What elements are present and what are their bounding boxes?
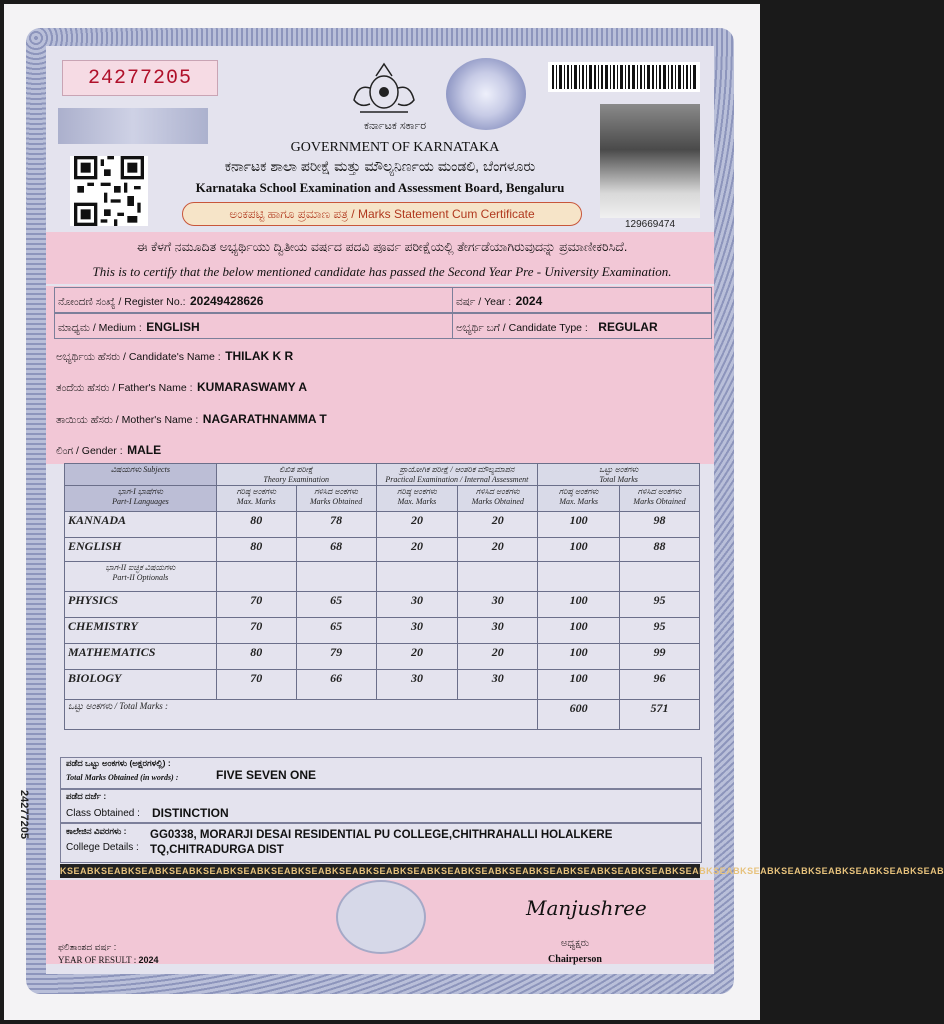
father-name-label: ತಂದೆಯ ಹೆಸರು / Father's Name : — [56, 382, 193, 394]
security-strip: KSEABKSEABKSEABKSEABKSEABKSEABKSEABKSEABKSEABKSEABKSEABKSEABKSEABKSEABKSEABKSEABKSEABKSEABKSEABKSEABKSEABKSEABKSEABKSEABKSEABKSEAB — [60, 866, 944, 876]
col-obtained: ಗಳಿಸಿದ ಅಂಕಗಳು Marks Obtained — [296, 486, 376, 512]
board-name-kannada: ಕರ್ನಾಟಕ ಶಾಲಾ ಪರೀಕ್ಷೆ ಮತ್ತು ಮೌಲ್ಯನಿರ್ಣಯ ಮಂಡಲಿ, ಬೆಂಗಳೂರು — [224, 158, 536, 174]
mother-name: NAGARATHNAMMA T — [202, 412, 327, 426]
college-label: College Details : — [66, 842, 139, 853]
total-row — [65, 700, 700, 730]
photo-number: 129669474 — [624, 219, 676, 230]
father-name: KUMARASWAMY A — [196, 380, 307, 394]
table-row: PHYSICS 70 65 30 30 100 95 — [65, 592, 700, 618]
candidate-type-value: REGULAR — [598, 320, 658, 334]
marks-table — [64, 463, 700, 730]
barcode-icon — [548, 62, 700, 92]
practical-header: ಪ್ರಾಯೋಗಿಕ ಪರೀಕ್ಷೆ / ಆಂತರಿಕ ಮೌಲ್ಯಮಾಪನ Practical Examination / Internal Assessment — [376, 464, 538, 486]
college-line-2: TQ,CHITRADURGA DIST — [150, 844, 284, 856]
candidate-name: THILAK K R — [225, 349, 294, 363]
register-number: 20249428626 — [189, 294, 264, 308]
chairperson-label-kannada: ಅಧ್ಯಕ್ಷರು — [560, 938, 590, 949]
hologram-strip — [58, 108, 208, 144]
result-year-label: YEAR OF RESULT : — [58, 955, 137, 965]
class-label-kannada: ಪಡೆದ ದರ್ಜೆ : — [66, 791, 107, 801]
total-max: 600 — [538, 700, 620, 730]
gender-value: MALE — [127, 443, 162, 457]
total-in-words: FIVE SEVEN ONE — [216, 768, 317, 782]
col-max: ಗರಿಷ್ಠ ಅಂಕಗಳು Max. Marks — [216, 486, 296, 512]
certify-text-english: This is to certify that the below mentioned candidate has passed the Second Year Pre - University Examination. — [92, 264, 672, 279]
chairperson-label: Chairperson — [548, 954, 602, 965]
table-row: MATHEMATICS 80 79 20 20 100 99 — [65, 644, 700, 670]
table-row: KANNADA 80 78 20 20 100 98 — [65, 512, 700, 538]
result-year: 2024 — [138, 955, 159, 965]
subjects-header: ವಿಷಯಗಳು Subjects — [65, 464, 217, 486]
chairperson-signature: Manjushree — [526, 896, 647, 920]
words-label-kannada: ಪಡೆದ ಒಟ್ಟು ಅಂಕಗಳು (ಅಕ್ಷರಗಳಲ್ಲಿ) : — [66, 758, 171, 768]
medium-value: ENGLISH — [146, 320, 200, 334]
part2-header: ಭಾಗ-II ಐಚ್ಛಿಕ ವಿಷಯಗಳು Part-II Optionals — [65, 562, 217, 592]
candidate-type-label: ಅಭ್ಯರ್ಥಿ ಬಗೆ / Candidate Type : — [456, 322, 588, 334]
class-label: Class Obtained : — [66, 808, 140, 819]
certificate-title: ಅಂಕಪಟ್ಟಿ ಹಾಗೂ ಪ್ರಮಾಣ ಪತ್ರ / Marks Statement Cum Certificate — [182, 202, 582, 226]
col-obtained: ಗಳಿಸಿದ ಅಂಕಗಳು Marks Obtained — [458, 486, 538, 512]
col-max: ಗರಿಷ್ಠ ಅಂಕಗಳು Max. Marks — [538, 486, 620, 512]
table-row: ENGLISH 80 68 20 20 100 88 — [65, 538, 700, 562]
side-serial-number: 24277205 — [18, 790, 30, 839]
certify-text-kannada: ಈ ಕೆಳಗೆ ನಮೂದಿತ ಅಭ್ಯರ್ಥಿಯು ದ್ವಿತೀಯ ವರ್ಷದ ಪದವಿ ಪೂರ್ವ ಪರೀಕ್ಷೆಯಲ್ಲಿ ತೇರ್ಗಡೆಯಾಗಿರುವುದನ್ನು ಪ್ರಮಾಣೀಕರಿಸಿದೆ. — [136, 240, 628, 254]
embossed-seal — [336, 880, 426, 954]
gender-label: ಲಿಂಗ / Gender : — [56, 445, 123, 457]
college-label-kannada: ಕಾಲೇಜಿನ ವಿವರಗಳು : — [66, 826, 127, 836]
result-year-label-kannada: ಫಲಿತಾಂಶದ ವರ್ಷ : — [58, 942, 117, 952]
table-row: BIOLOGY 70 66 30 30 100 96 — [65, 670, 700, 700]
year-label: ವರ್ಷ / Year : — [456, 296, 512, 308]
year-value: 2024 — [515, 294, 543, 308]
state-emblem-icon — [346, 58, 422, 118]
total-label: ಒಟ್ಟು ಅಂಕಗಳು / Total Marks : — [65, 700, 538, 730]
serial-number: 24277205 — [62, 60, 218, 96]
candidate-name-label: ಅಭ್ಯರ್ಥಿಯ ಹೆಸರು / Candidate's Name : — [56, 351, 221, 363]
theory-header: ಲಿಖಿತ ಪರೀಕ್ಷೆ Theory Examination — [216, 464, 376, 486]
board-name-english: Karnataka School Examination and Assessment Board, Bengaluru — [195, 180, 565, 195]
class-value: DISTINCTION — [152, 806, 229, 820]
candidate-photo — [600, 104, 700, 218]
register-label: ನೋಂದಣಿ ಸಂಖ್ಯೆ / Register No.: — [58, 296, 186, 308]
part1-header: ಭಾಗ-I ಭಾಷೆಗಳು Part-I Languages — [65, 486, 217, 512]
state-title-kannada: ಕರ್ನಾಟಕ ಸರ್ಕಾರ — [363, 120, 427, 132]
table-row: CHEMISTRY 70 65 30 30 100 95 — [65, 618, 700, 644]
col-max: ಗರಿಷ್ಠ ಅಂಕಗಳು Max. Marks — [376, 486, 458, 512]
mother-name-label: ತಾಯಿಯ ಹೆಸರು / Mother's Name : — [56, 414, 199, 426]
government-title: GOVERNMENT OF KARNATAKA — [290, 140, 500, 155]
total-header: ಒಟ್ಟು ಅಂಕಗಳು Total Marks — [538, 464, 700, 486]
qr-code-icon — [70, 156, 148, 226]
total-obtained: 571 — [620, 700, 700, 730]
college-line-1: GG0338, MORARJI DESAI RESIDENTIAL PU COLLEGE,CHITHRAHALLI HOLALKERE — [150, 829, 613, 841]
medium-label: ಮಾಧ್ಯಮ / Medium : — [58, 322, 142, 334]
col-obtained: ಗಳಿಸಿದ ಅಂಕಗಳು Marks Obtained — [620, 486, 700, 512]
words-label: Total Marks Obtained (in words) : — [66, 773, 179, 782]
